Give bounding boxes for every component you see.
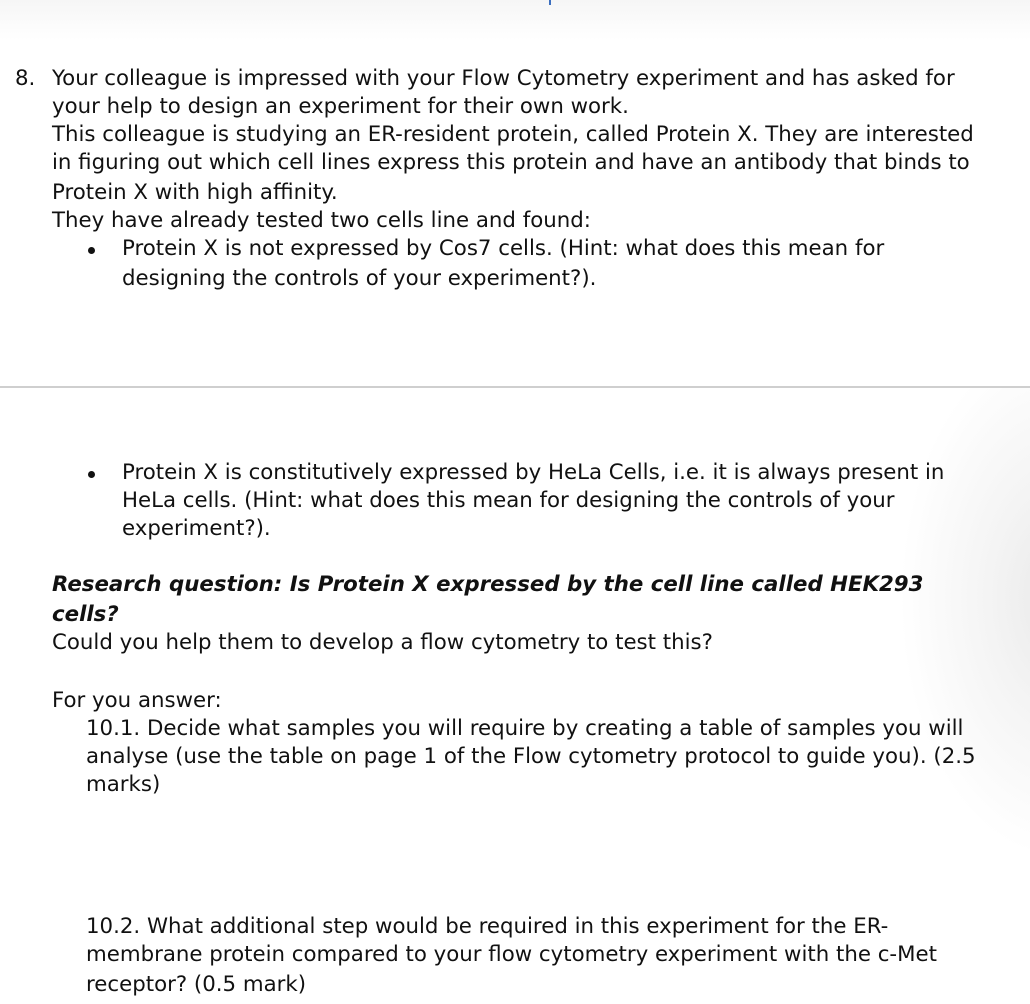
bullet-1-line-2: designing the controls of your experiment?). <box>122 266 597 291</box>
bullet-2-line-3: experiment?). <box>122 516 271 541</box>
intro-line-6: They have already tested two cells line and found: <box>52 208 591 233</box>
bullet-marker <box>88 471 95 478</box>
intro-line-4: in figuring out which cell lines express this protein and have an antibody that binds to <box>52 150 970 175</box>
subquestion-10-2-line-1: 10.2. What additional step would be required in this experiment for the ER- <box>86 914 889 939</box>
research-question-line-2: cells? <box>52 602 119 627</box>
intro-line-5: Protein X with high affinity. <box>52 180 338 205</box>
help-text: Could you help them to develop a flow cytometry to test this? <box>52 630 713 655</box>
bullet-2-line-2: HeLa cells. (Hint: what does this mean for designing the controls of your <box>122 488 895 513</box>
intro-line-1: Your colleague is impressed with your Flow Cytometry experiment and has asked for <box>52 66 955 91</box>
subquestion-10-2-line-3: receptor? (0.5 mark) <box>86 972 307 997</box>
bullet-2-line-1: Protein X is constitutively expressed by HeLa Cells, i.e. it is always present in <box>122 460 945 485</box>
subquestion-10-1-line-3: marks) <box>86 772 161 797</box>
subquestion-10-2-line-2: membrane protein compared to your flow cytometry experiment with the c-Met <box>86 942 937 967</box>
answer-heading: For you answer: <box>52 688 222 713</box>
question-number: 8. <box>15 66 36 91</box>
intro-line-3: This colleague is studying an ER-resident protein, called Protein X. They are interested <box>52 122 974 147</box>
subquestion-10-1-line-2: analyse (use the table on page 1 of the Flow cytometry protocol to guide you). (2.5 <box>86 744 976 769</box>
page-break-marker <box>549 0 551 5</box>
intro-line-2: your help to design an experiment for their own work. <box>52 94 629 119</box>
research-question-line-1: Research question: Is Protein X expressed by the cell line called HEK293 <box>52 572 924 597</box>
bullet-1-line-1: Protein X is not expressed by Cos7 cells. (Hint: what does this mean for <box>122 236 885 261</box>
bullet-marker <box>88 247 95 254</box>
subquestion-10-1-line-1: 10.1. Decide what samples you will require by creating a table of samples you will <box>86 716 964 741</box>
